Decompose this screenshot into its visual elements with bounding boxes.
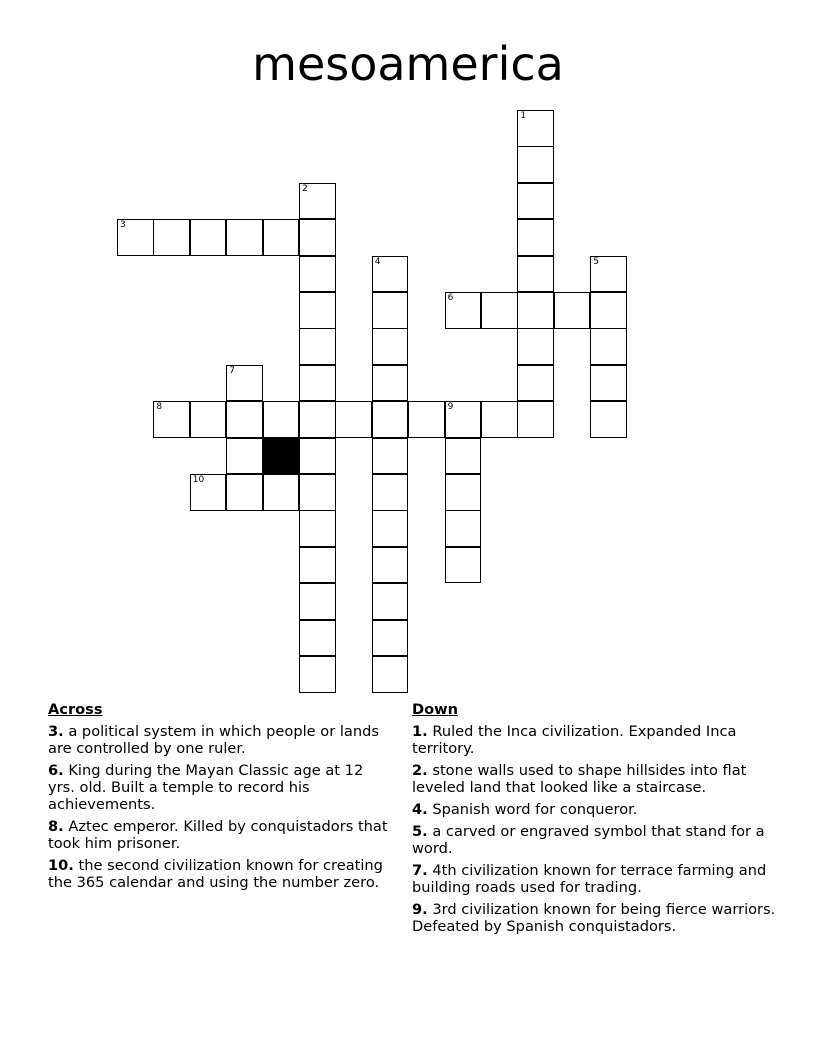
clue-text: King during the Mayan Classic age at 12 yrs. old. Built a temple to record his achievements.: [48, 762, 364, 813]
grid-cell[interactable]: [372, 292, 409, 329]
clue-number: 10.: [48, 857, 74, 874]
grid-cell[interactable]: [299, 328, 336, 365]
grid-cell[interactable]: [190, 474, 227, 511]
grid-cell[interactable]: [153, 401, 190, 438]
clue-number-label: 9: [447, 402, 454, 413]
clue-number: 8.: [48, 818, 64, 835]
down-clue: [412, 762, 782, 796]
clue-text: 4th civilization known for terrace farming and building roads used for trading.: [412, 862, 767, 896]
clue-number: 5.: [412, 823, 428, 840]
grid-cell[interactable]: [408, 401, 445, 438]
clue-number-label: 5: [593, 256, 599, 267]
grid-cell[interactable]: [372, 510, 409, 547]
grid-cell[interactable]: [517, 110, 554, 147]
clue-number-label: 6: [447, 293, 454, 303]
clue-number-label: 7: [229, 365, 235, 376]
grid-cell[interactable]: [299, 256, 336, 293]
grid-cell[interactable]: [372, 328, 409, 365]
grid-cell[interactable]: [299, 656, 336, 693]
grid-cell[interactable]: [445, 474, 482, 511]
clue-number-label: 1: [520, 111, 527, 121]
clue-number: 3.: [48, 723, 64, 740]
grid-cell[interactable]: [190, 219, 227, 256]
grid-cell[interactable]: [299, 474, 336, 511]
grid-cell[interactable]: [226, 474, 263, 511]
grid-cell[interactable]: [517, 146, 554, 183]
grid-cell[interactable]: [226, 219, 263, 256]
grid-cell[interactable]: [590, 328, 627, 365]
grid-cell[interactable]: [590, 401, 627, 438]
grid-cell[interactable]: [372, 365, 409, 402]
clue-number: 4.: [412, 801, 428, 818]
clue-text: Ruled the Inca civilization. Expanded Inca territory.: [412, 723, 737, 757]
grid-cell[interactable]: [517, 292, 554, 329]
clue-number-label: 4: [374, 256, 381, 267]
grid-cell[interactable]: [445, 292, 482, 329]
grid-cell[interactable]: [481, 401, 518, 438]
grid-cell[interactable]: [445, 438, 482, 475]
down-clue: [412, 801, 782, 818]
grid-cell[interactable]: [263, 474, 300, 511]
clue-number: 1.: [412, 723, 428, 740]
clue-number: 6.: [48, 762, 64, 779]
grid-cell[interactable]: [226, 365, 263, 402]
across-clue: [48, 762, 388, 813]
grid-cell[interactable]: [590, 256, 627, 293]
grid-cell[interactable]: [445, 547, 482, 584]
down-clue: [412, 723, 782, 757]
black-square: [263, 438, 300, 475]
grid-cell[interactable]: [372, 401, 409, 438]
grid-cell[interactable]: [554, 292, 591, 329]
grid-cell[interactable]: [517, 328, 554, 365]
down-clues: [412, 701, 782, 940]
down-clue: [412, 823, 782, 857]
page-title: mesoamerica: [252, 37, 564, 91]
grid-cell[interactable]: [517, 219, 554, 256]
down-heading: Down: [412, 701, 459, 718]
grid-cell[interactable]: [481, 292, 518, 329]
across-heading: Across: [48, 701, 103, 718]
grid-cell[interactable]: [372, 547, 409, 584]
grid-cell[interactable]: [299, 510, 336, 547]
grid-cell[interactable]: [299, 620, 336, 657]
grid-cell[interactable]: [372, 256, 409, 293]
grid-cell[interactable]: [517, 183, 554, 220]
grid-cell[interactable]: [372, 474, 409, 511]
grid-cell[interactable]: [226, 438, 263, 475]
grid-cell[interactable]: [590, 292, 627, 329]
clue-text: stone walls used to shape hillsides into flat leveled land that looked like a staircase.: [412, 762, 747, 796]
grid-cell[interactable]: [299, 292, 336, 329]
across-clue: [48, 857, 388, 891]
grid-cell[interactable]: [517, 401, 554, 438]
grid-cell[interactable]: [372, 656, 409, 693]
grid-cell[interactable]: [372, 620, 409, 657]
clue-text: 3rd civilization known for being fierce warriors. Defeated by Spanish conquistadors.: [412, 901, 776, 935]
clue-number: 2.: [412, 762, 428, 779]
grid-cell[interactable]: [226, 401, 263, 438]
across-clue: [48, 818, 388, 852]
clue-text: Aztec emperor. Killed by conquistadors that took him prisoner.: [48, 818, 388, 852]
grid-cell[interactable]: [299, 219, 336, 256]
grid-cell[interactable]: [299, 365, 336, 402]
clue-text: the second civilization known for creating the 365 calendar and using the number zero.: [48, 857, 383, 891]
down-clue: [412, 901, 782, 935]
grid-cell[interactable]: [590, 365, 627, 402]
clue-number: 7.: [412, 862, 428, 879]
grid-cell[interactable]: [517, 365, 554, 402]
grid-cell[interactable]: [445, 401, 482, 438]
grid-cell[interactable]: [299, 547, 336, 584]
grid-cell[interactable]: [153, 219, 190, 256]
clue-number: 9.: [412, 901, 428, 918]
grid-cell[interactable]: [263, 401, 300, 438]
grid-cell[interactable]: [299, 438, 336, 475]
grid-cell[interactable]: [335, 401, 372, 438]
grid-cell[interactable]: [299, 583, 336, 620]
clue-number-label: 8: [156, 402, 163, 413]
across-clue: [48, 723, 388, 757]
grid-cell[interactable]: [117, 219, 154, 256]
grid-cell[interactable]: [299, 183, 336, 220]
down-clue: [412, 862, 782, 896]
clue-number-label: 10: [192, 475, 205, 485]
grid-cell[interactable]: [517, 256, 554, 293]
clue-text: a political system in which people or lands are controlled by one ruler.: [48, 723, 379, 757]
grid-cell[interactable]: [299, 401, 336, 438]
clue-text: a carved or engraved symbol that stand for a word.: [412, 823, 765, 857]
grid-cell[interactable]: [263, 219, 300, 256]
across-clues: [48, 701, 388, 896]
clue-number-label: 2: [302, 183, 308, 194]
grid-cell[interactable]: [190, 401, 227, 438]
clue-text: Spanish word for conqueror.: [427, 801, 638, 818]
grid-cell[interactable]: [372, 583, 409, 620]
grid-cell[interactable]: [372, 438, 409, 475]
grid-cell[interactable]: [445, 510, 482, 547]
clue-number-label: 3: [120, 220, 126, 231]
